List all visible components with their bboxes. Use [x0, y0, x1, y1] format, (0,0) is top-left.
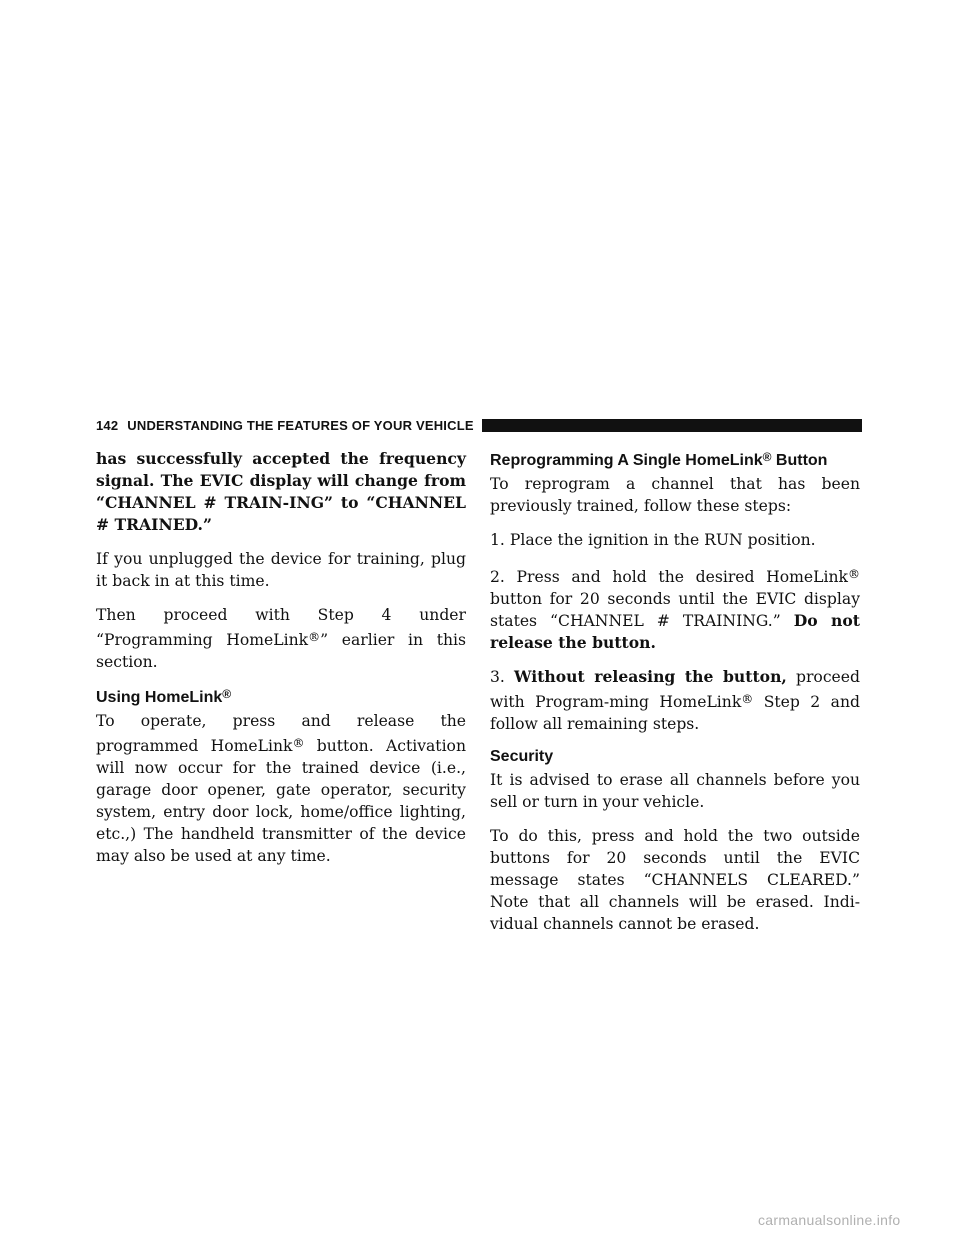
text: Then proceed with Step 4 under “Programming HomeLink: [96, 606, 466, 649]
page-number: 142: [96, 417, 119, 433]
registered-mark: ®: [848, 567, 860, 581]
registered-mark: ®: [741, 692, 754, 706]
paragraph-frequency-accepted: [96, 448, 466, 536]
heading-text: Reprogramming A Single HomeLink: [490, 452, 763, 469]
right-column: [490, 448, 860, 935]
paragraph-operate: [96, 710, 466, 867]
heading-text: Using HomeLink: [96, 689, 223, 706]
heading-using-homelink: [96, 685, 466, 707]
left-column: [96, 448, 466, 867]
step-1: 1. Place the ignition in the RUN position.: [490, 531, 816, 549]
text: ” earlier in this section.: [96, 631, 467, 671]
text: To operate, press and release the programmed HomeLink: [96, 712, 466, 755]
heading-reprogramming: [490, 448, 860, 470]
registered-mark: ®: [308, 630, 321, 644]
text: 2. Press and hold the desired HomeLink: [490, 568, 848, 586]
text: proceed with Program-ming HomeLink: [490, 668, 860, 711]
header-rule: [482, 419, 862, 432]
text: 3.: [490, 668, 515, 686]
heading-security: Security: [490, 748, 554, 765]
paragraph-security-advice: It is advised to erase all channels before you sell or turn in your vehicle.: [490, 771, 860, 811]
paragraph-reprogram-intro: To reprogram a channel that has been previously trained, follow these steps:: [490, 475, 860, 515]
paragraph-erase-channels: To do this, press and hold the two outside buttons for 20 seconds until the EVIC message states “CHANNELS CLEARED.” Note that all channels will be erased. Indi-vidual channels cannot be erased.: [490, 827, 860, 933]
heading-text: Button: [771, 452, 828, 469]
watermark: carmanualsonline.info: [758, 1212, 901, 1228]
bold-text: Without releasing the button,: [514, 667, 787, 686]
bold-text: Do not release the button.: [490, 611, 861, 652]
registered-mark: ®: [762, 450, 772, 464]
step-2: [490, 563, 860, 654]
paragraph-proceed-step4: [96, 604, 466, 673]
text: button for 20 seconds until the EVIC display states “CHANNEL # TRAINING.”: [490, 590, 860, 630]
registered-mark: ®: [222, 687, 232, 701]
text: Step 2 and follow all remaining steps.: [490, 693, 860, 733]
bold-text: has successfully accepted the frequency signal. The EVIC display will change from “CHANNEL # TRAIN-ING” to “CHANNEL # TRAINED.”: [96, 449, 466, 534]
registered-mark: ®: [292, 736, 305, 750]
section-title: UNDERSTANDING THE FEATURES OF YOUR VEHICLE: [127, 417, 474, 433]
page-header: [96, 416, 862, 434]
paragraph-plug-back: If you unplugged the device for training, plug it back in at this time.: [96, 550, 466, 590]
step-3: [490, 666, 860, 735]
text: button. Activation will now occur for the trained device (i.e., garage door opener, gate operator, security system, entry door lock, home/office lighting, etc.,) The handheld transmitter of the device may also be used at any time.: [96, 737, 466, 865]
